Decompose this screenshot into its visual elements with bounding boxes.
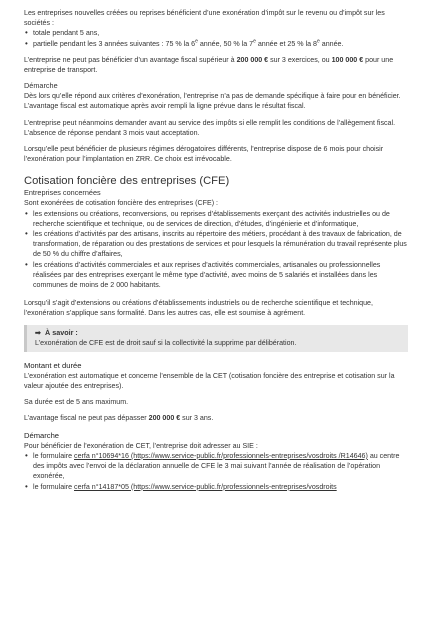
list-item: • les extensions ou créations, reconversions, ou reprises d’établissements exerçant des activités industrielles ou de recherche scientifique et technique, ou de services de direction, d’études, d’ingénierie et d’informatique,	[24, 209, 408, 229]
demarche-paragraph: L’entreprise peut néanmoins demander avant au service des impôts si elle remplit les conditions de l’allègement fiscal. L’absence de réponse pendant 3 mois vaut acceptation.	[24, 118, 396, 137]
cerfa-10694-link[interactable]: cerfa n°10694*16 (https://www.service-public.fr/professionnels-entreprises/vosdroits /R14646)	[74, 451, 368, 460]
demarche-cet-list	[24, 451, 408, 492]
cfe-concerned-heading: Entreprises concernées	[24, 188, 101, 198]
cfe-intro: Sont exonérées de cotisation foncière des entreprises (CFE) :	[24, 199, 218, 208]
cfe-list	[24, 209, 408, 291]
a-savoir-box	[24, 325, 408, 352]
montant-ceiling: L’avantage fiscal ne peut pas dépasser 200 000 € sur 3 ans.	[24, 414, 214, 423]
a-savoir-title: ➡ À savoir :	[35, 327, 78, 337]
ceiling-paragraph: L’entreprise ne peut pas bénéficier d’un avantage fiscal supérieur à 200 000 € sur 3 exercices, ou 100 000 € pour une entreprise de transport.	[24, 55, 394, 75]
ir-exoneration-list	[24, 28, 408, 48]
a-savoir-text: L’exonération de CFE est de droit sauf si la collectivité la supprime par délibération.	[35, 338, 297, 347]
demarche-heading: Démarche	[24, 81, 58, 91]
demarche-cet-intro: Pour bénéficier de l’exonération de CET, l’entreprise doit adresser au SIE :	[24, 441, 258, 450]
demarche-cet-heading: Démarche	[24, 430, 60, 440]
list-item: • partielle pendant les 3 années suivantes : 75 % la 6e année, 50 % la 7e année et 25 % la 8e année.	[24, 39, 408, 49]
list-item: • le formulaire cerfa n°10694*16 (https://www.service-public.fr/professionnels-entreprises/vosdroits /R14646) au centre des impôts avec l’envoi de la déclaration annuelle de CFE le 3 mai suivant l’année de réalisation de l’opération exonérée,	[24, 451, 408, 482]
list-item: • les créations d’activités par des artisans, inscrits au répertoire des métiers, procédant à des travaux de fabrication, de transformation, de réparation ou des prestations de services et pour lesquels la rémunération du travail représente plus de 50 % du chiffre d’affaires,	[24, 229, 408, 260]
arrow-right-icon: ➡	[35, 327, 42, 337]
montant-paragraph: L’exonération est automatique et concerne l’ensemble de la CET (cotisation foncière des entreprise et cotisation sur la valeur ajoutée des entreprises).	[24, 371, 395, 391]
demarche-paragraph: Lorsqu’elle peut bénéficier de plusieurs régimes dérogatoires différents, l’entreprise dispose de 6 mois pour choisir l’exonération pour l’implantation en ZRR. Ce choix est irrévocable.	[24, 145, 384, 164]
cfe-formality-paragraph: Lorsqu’il s’agit d’extensions ou créations d’établissements industriels ou de recherche scientifique et technique, l’exonération s’applique sans formalité. Dans les autres cas, elle est soumise à agrément.	[24, 299, 373, 318]
montant-duration: Sa durée est de 5 ans maximum.	[24, 398, 129, 407]
list-item: • le formulaire cerfa n°14187*05 (https://www.service-public.fr/professionnels-entreprises/vosdroits	[24, 482, 408, 492]
montant-heading: Montant et durée	[24, 360, 82, 370]
list-item: • les créations d’activités commerciales et aux reprises d’activités commerciales, artisanales ou professionnelles réalisées par des entreprises exerçant le même type d’activité, avec moins de 5 salariés et installées dans les communes de moins de 2 000 habitants.	[24, 260, 408, 291]
intro-paragraph: Les entreprises nouvelles créées ou reprises bénéficient d’une exonération d’impôt sur le revenu ou d’impôt sur les sociétés :	[24, 9, 385, 28]
list-item: • totale pendant 5 ans,	[24, 28, 408, 38]
demarche-paragraph: Dès lors qu’elle répond aux critères d’exonération, l’entreprise n’a pas de demande spécifique à faire pour en bénéficier. L’avantage fiscal est automatique après avoir rempli la ligne prévue dans le résultat fiscal.	[24, 92, 401, 111]
cerfa-14187-link[interactable]: cerfa n°14187*05 (https://www.service-public.fr/professionnels-entreprises/vosdroits	[74, 482, 337, 491]
cfe-section-heading: Cotisation foncière des entreprises (CFE)	[24, 175, 230, 188]
